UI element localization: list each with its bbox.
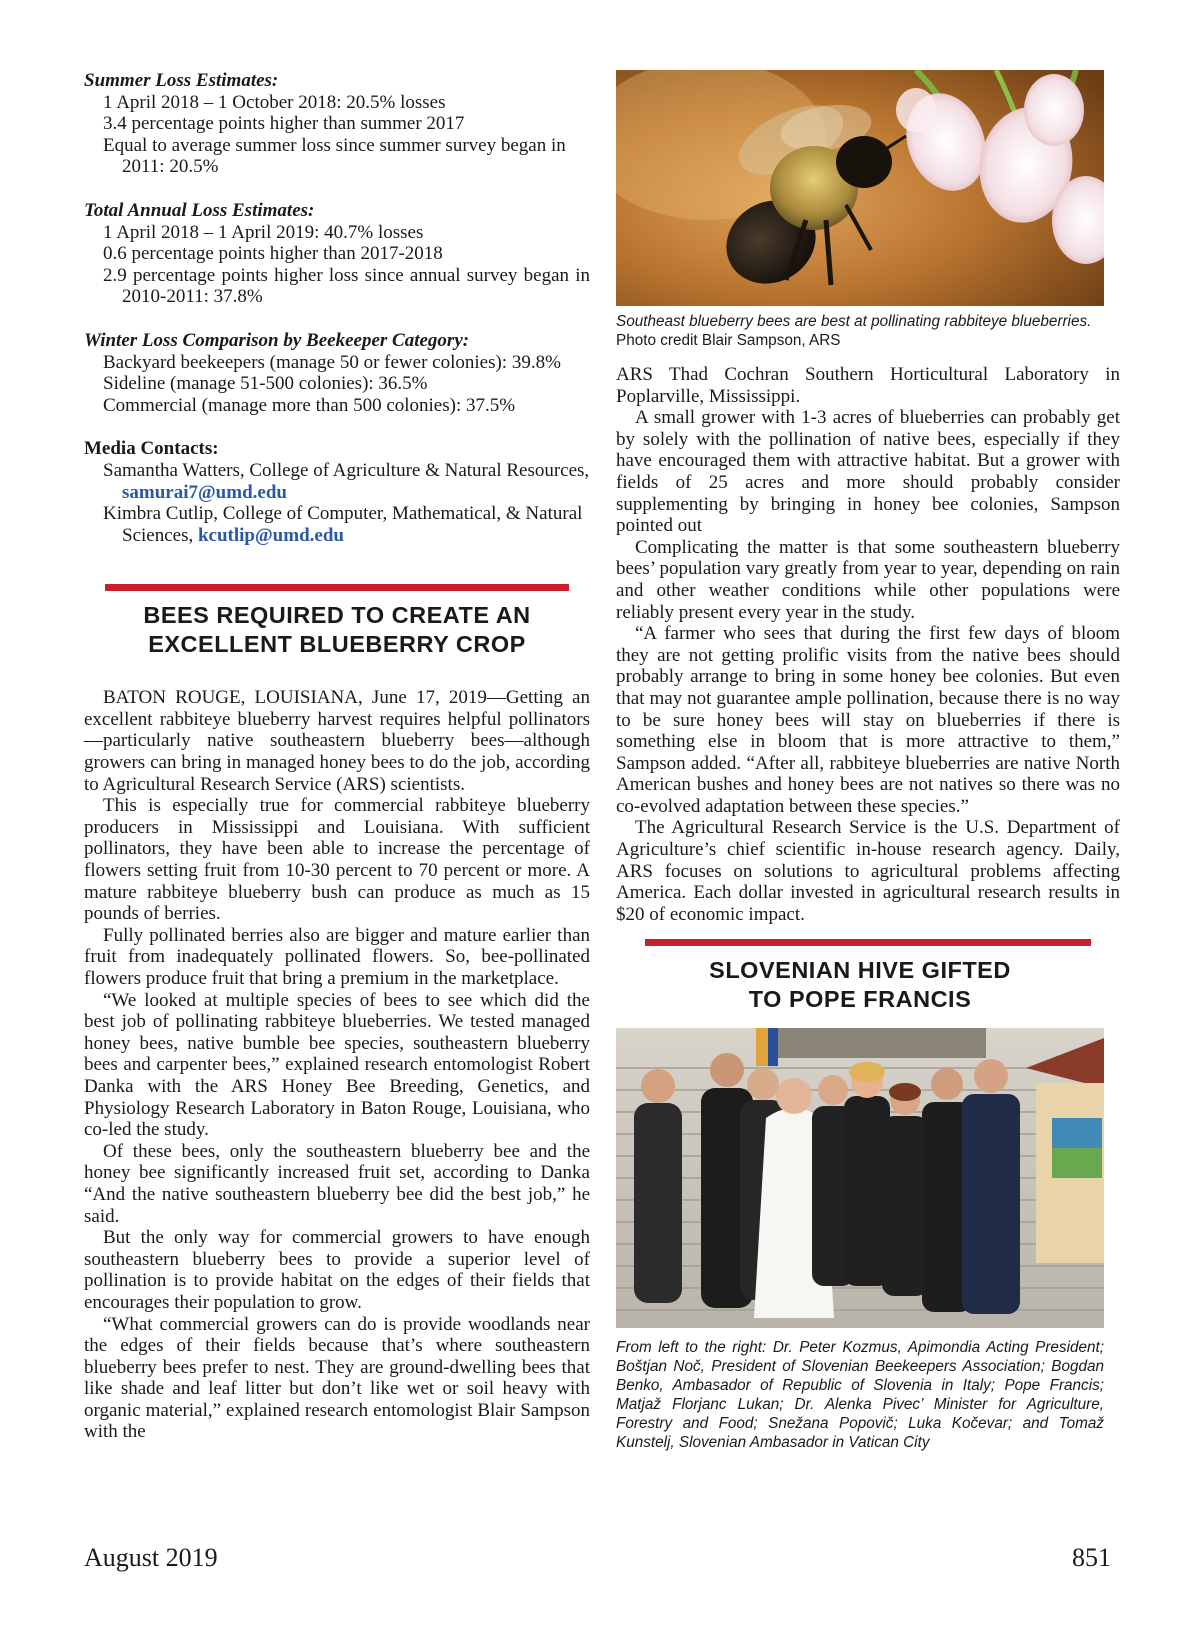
article-paragraph: ARS Thad Cochran Southern Horticultural Laboratory in Poplarville, Mississippi. (616, 364, 1120, 407)
bee-photo-image (616, 70, 1104, 306)
section-divider (645, 939, 1091, 946)
footer-issue-date: August 2019 (84, 1543, 218, 1572)
article-headline (84, 601, 590, 659)
annual-loss-label: Total Annual Loss Estimates: (84, 199, 315, 221)
media-contact-name: Kimbra Cutlip, College of Computer, Mathematical, & Natural Sciences, (103, 503, 583, 546)
media-contact (84, 503, 590, 546)
caption-italic: Southeast blueberry bees are best at pollinating rabbiteye blueberries. (616, 313, 1092, 330)
email-link[interactable]: samurai7@umd.edu (122, 481, 287, 503)
media-contacts-block (84, 438, 590, 546)
headline-line: TO POPE FRANCIS (748, 986, 972, 1013)
winter-loss-label: Winter Loss Comparison by Beekeeper Category: (84, 329, 470, 351)
summer-loss-line: 1 April 2018 – 1 October 2018: 20.5% losses (103, 91, 446, 113)
media-contacts-label: Media Contacts: (84, 438, 219, 460)
annual-loss-line: 2.9 percentage points higher loss since annual survey began in 2010-2011: 37.8% (103, 264, 590, 308)
winter-loss-line: Backyard beekeepers (manage 50 or fewer colonies): 39.8% (103, 351, 561, 373)
article-paragraph: “What commercial growers can do is provide woodlands near the edges of their fields because that’s where southeastern blueberry bees prefer to nest. They are ground-dwelling bees that like shade and leaf litter but don’t like wet or soil heavy with organic material,” explained research entomologist Blair Sampson with the (84, 1313, 590, 1443)
bee-photo (616, 70, 1104, 306)
summer-loss-block (84, 70, 590, 178)
article-paragraph: But the only way for commercial growers to have enough southeastern blueberry bees to provide a superior level of pollination is to provide habitat on the edges of their fields that encourages their population to grow. (84, 1227, 590, 1313)
winter-loss-line: Sideline (manage 51-500 colonies): 36.5% (103, 373, 428, 395)
article-body-right (616, 364, 1120, 925)
caption-credit: Photo credit Blair Sampson, ARS (616, 332, 841, 349)
headline-line: SLOVENIAN HIVE GIFTED (709, 957, 1011, 984)
footer-page-number: 851 (1072, 1543, 1111, 1572)
bee-photo-caption (616, 312, 1104, 350)
article-paragraph: “A farmer who sees that during the first few days of bloom they are not getting prolific visits from the native bees should probably arrange to bring in some honey bee colonies. But even that may not guarantee ample pollination, because there is no way to be sure honey bees will stay on blueberries if there is something else in bloom that is more attractive to them,” Sampson added. “After all, rabbiteye blueberries are native North American bushes and honey bees are not natives so there was no co-evolved adaptation between these species.” (616, 623, 1120, 817)
article-body-left (84, 687, 590, 1443)
winter-loss-block (84, 330, 590, 416)
article-paragraph: A small grower with 1-3 acres of blueberries can probably get by solely with the pollination of native bees, especially if they have encouraged them with attractive habitat. But a grower with fields of 25 acres and more should probably consider supplementing by bringing in honey bee colonies, Sampson pointed out (616, 407, 1120, 537)
article-paragraph: Of these bees, only the southeastern blueberry bee and the honey bee significantly increased fruit set, according to Danka “And the native southeastern blueberry bee did the best job,” he said. (84, 1140, 590, 1227)
caption-italic: From left to the right: Dr. Peter Kozmus, Apimondia Acting President; Boštjan Noč, President of Slovenian Beekeepers Association; Bogdan Benko, Ambasador of Republic of Slovenia in Italy; Pope Francis; Matjaž Florjanc Lukan; Dr. Alenka Pivec’ Minister for Agriculture, Forestry and Food; Snežana Popovič; Luka Kočevar; and Tomaž Kunstelj, Slovenian Ambasador in Vatican City (616, 1339, 1104, 1452)
media-contact-name: Samantha Watters, College of Agriculture & Natural Resources, (103, 459, 590, 481)
article-paragraph: Complicating the matter is that some southeastern blueberry bees’ population vary greatly from year to year, depending on rain and other weather conditions while other populations were reliably present every year in the study. (616, 536, 1120, 623)
winter-loss-line: Commercial (manage more than 500 colonies): 37.5% (103, 394, 516, 416)
article-paragraph: The Agricultural Research Service is the U.S. Department of Agriculture’s chief scientific in-house research agency. Daily, ARS focuses on solutions to agricultural problems affecting America. Each dollar invested in agricultural research results in $20 of economic impact. (616, 817, 1120, 925)
pope-group-photo-image (616, 1028, 1104, 1328)
summer-loss-label: Summer Loss Estimates: (84, 70, 279, 91)
section-divider (105, 584, 569, 591)
email-link[interactable]: kcutlip@umd.edu (197, 524, 344, 546)
headline-line: EXCELLENT BLUEBERRY CROP (148, 631, 526, 658)
article-paragraph: This is especially true for commercial rabbiteye blueberry producers in Mississippi and Louisiana. With sufficient pollinators, they have been able to increase the percentage of flowers setting fruit from 10-30 percent to 70 percent or more. A mature rabbiteye blueberry bush can produce as much as 15 pounds of berries. (84, 795, 590, 925)
article-paragraph: “We looked at multiple species of bees to see which did the best job of pollinating rabbiteye blueberries. We tested managed honey bees, native bumble bee species, southeastern blueberry bees and carpenter bees,” explained research entomologist Robert Danka with the ARS Honey Bee Breeding, Genetics, and Physiology Research Laboratory in Baton Rouge, Louisiana, who co-led the study. (84, 989, 590, 1141)
annual-loss-line: 0.6 percentage points higher than 2017-2018 (103, 243, 443, 265)
media-contact (84, 460, 590, 503)
annual-loss-line: 1 April 2018 – 1 April 2019: 40.7% losses (103, 221, 424, 243)
right-column (616, 70, 1120, 1452)
summer-loss-line: Equal to average summer loss since summer survey began in 2011: 20.5% (103, 134, 566, 178)
pope-photo-caption (616, 1338, 1104, 1452)
article-paragraph: Fully pollinated berries also are bigger and mature earlier than fruit from inadequately pollinated flowers. So, bee-pollinated flowers produce fruit that bring a premium in the marketplace. (84, 924, 590, 989)
article-headline (616, 956, 1104, 1014)
annual-loss-block (84, 200, 590, 308)
left-column (84, 70, 590, 1443)
headline-line: BEES REQUIRED TO CREATE AN (143, 602, 531, 629)
article-paragraph: BATON ROUGE, LOUISIANA, June 17, 2019—Getting an excellent rabbiteye blueberry harvest requires helpful pollinators—particularly native southeastern blueberry bees—although growers can bring in managed honey bees to do the job, according to Agricultural Research Service (ARS) scientists. (84, 687, 590, 795)
summer-loss-line: 3.4 percentage points higher than summer 2017 (103, 113, 465, 135)
pope-group-photo (616, 1028, 1104, 1328)
